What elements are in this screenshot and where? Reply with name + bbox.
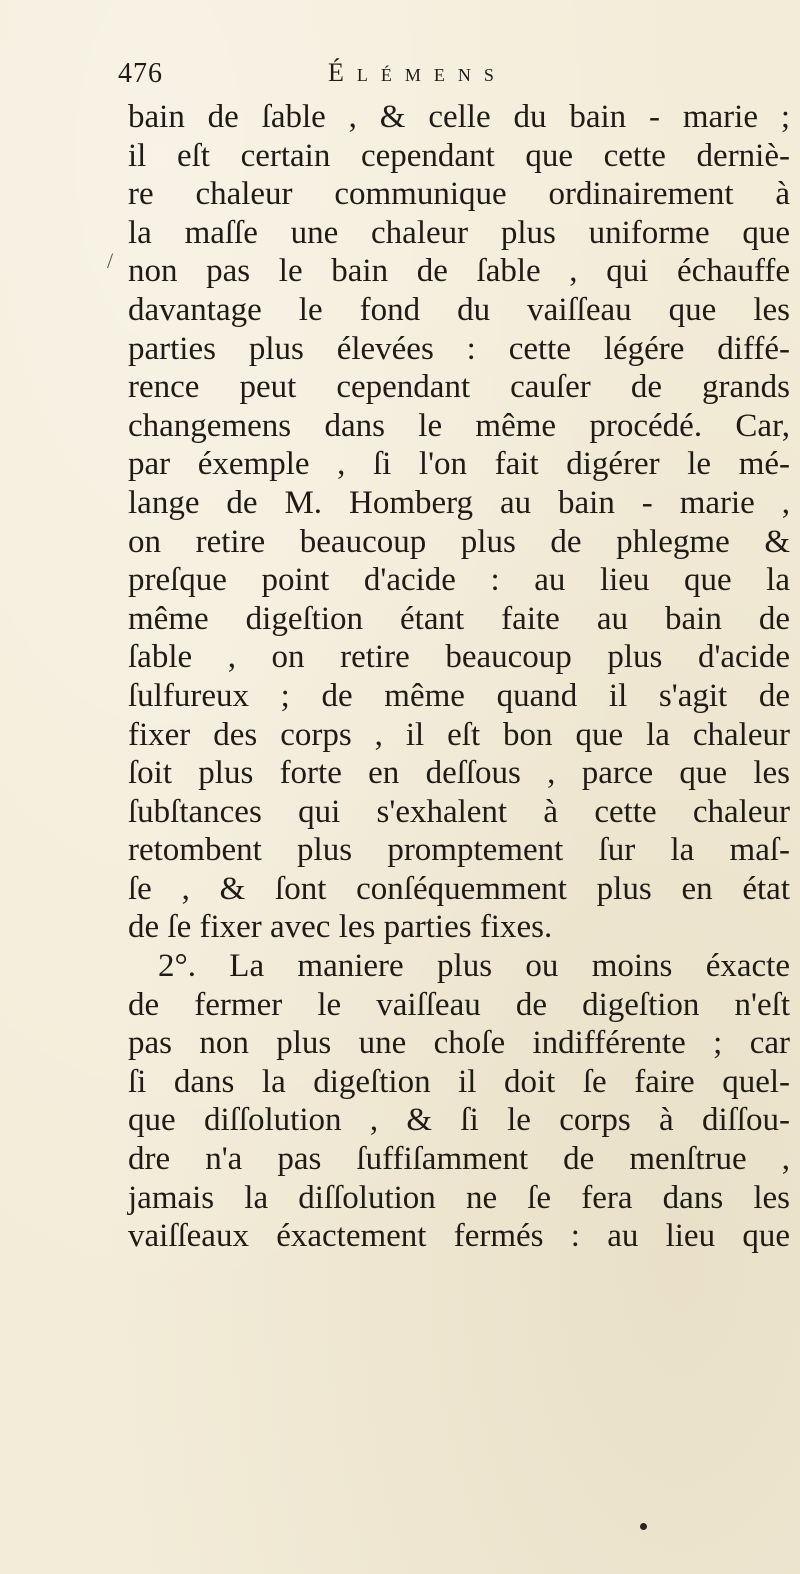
text-line: dre n'a pas ſuffiſamment de menſtrue ,: [128, 1141, 790, 1178]
page-number: 476: [118, 58, 163, 89]
text-line: lange de M. Homberg au bain - marie ,: [128, 484, 790, 521]
text-line: ſi dans la digeſtion il doit ſe faire quel-: [128, 1063, 790, 1100]
text-line: pas non plus une choſe indifférente ; car: [128, 1025, 790, 1062]
running-head: [118, 58, 678, 98]
text-line: ſable , on retire beaucoup plus d'acide: [128, 639, 790, 676]
text-line: vaiſſeaux éxactement fermés : au lieu que: [128, 1218, 790, 1255]
running-title: Élémens: [328, 58, 507, 87]
text-line: par éxemple , ſi l'on fait digérer le mé-: [128, 446, 790, 483]
text-line: la maſſe une chaleur plus uniforme que: [128, 214, 790, 251]
text-line: on retire beaucoup plus de phlegme &: [128, 523, 790, 560]
text-line: il eſt certain cependant que cette derniè-: [128, 137, 790, 174]
text-line: non pas le bain de ſable , qui échauffe: [128, 253, 790, 290]
text-line: de fermer le vaiſſeau de digeſtion n'eſt: [128, 986, 790, 1023]
text-line: même digeſtion étant faite au bain de: [128, 600, 790, 637]
text-line: rence peut cependant cauſer de grands: [128, 369, 790, 406]
text-line-paragraph-end: de ſe fixer avec les parties fixes.: [128, 909, 553, 946]
text-line: ſoit plus forte en deſſous , parce que les: [128, 755, 790, 792]
text-line: changemens dans le même procédé. Car,: [128, 407, 790, 444]
text-line: davantage le fond du vaiſſeau que les: [128, 291, 790, 328]
text-line: ſulfureux ; de même quand il s'agit de: [128, 677, 790, 714]
ink-spot: [640, 1523, 647, 1530]
text-line: ſe , & ſont conſéquemment plus en état: [128, 870, 790, 907]
text-line: retombent plus promptement ſur la maſ-: [128, 832, 790, 869]
text-line: re chaleur communique ordinairement à: [128, 176, 790, 213]
text-line: bain de ſable , & celle du bain - marie ;: [128, 99, 790, 135]
text-line-paragraph-start: 2°. La maniere plus ou moins éxacte: [158, 948, 790, 985]
text-line: que diſſolution , & ſi le corps à diſſou-: [128, 1102, 790, 1139]
margin-mark: /: [107, 248, 114, 273]
text-line: ſubſtances qui s'exhalent à cette chaleur: [128, 793, 790, 830]
text-line: jamais la diſſolution ne ſe fera dans les: [128, 1179, 790, 1216]
text-line: parties plus élevées : cette légére diffé-: [128, 330, 790, 367]
text-line: preſque point d'acide : au lieu que la: [128, 562, 790, 599]
text-line: fixer des corps , il eſt bon que la chaleur: [128, 716, 790, 753]
body-text: [128, 98, 790, 1256]
